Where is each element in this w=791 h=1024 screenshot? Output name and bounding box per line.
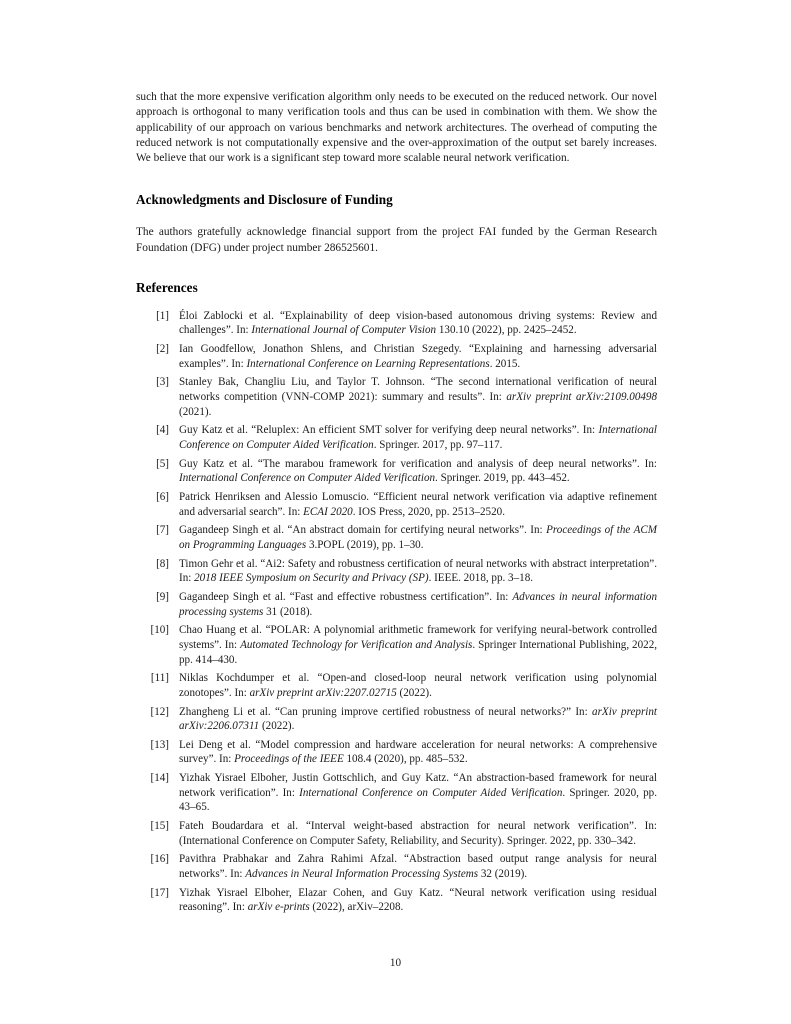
reference-text-run: 32 (2019). [478, 868, 528, 881]
reference-label: [11] [150, 672, 169, 685]
reference-text [179, 457, 657, 486]
reference-text-run: . Springer. 2020, pp. 43–65. [179, 786, 657, 814]
reference-text [179, 819, 657, 848]
continued-body-paragraph: such that the more expensive verification algorithm only needs to be executed on the reduced network. Our novel approach is orthogonal to many verification tools and thus can be used in combination with them. We show the applicability of our approach on various benchmarks and network architectures. The overhead of computing the reduced network is not computationally expensive and the over-approximation of the output set barely increases. We believe that our work is a significant step toward more scalable neural network verification. [136, 91, 657, 164]
reference-title-italic: arXiv preprint arXiv:2207.02715 [249, 686, 397, 699]
page-content [136, 90, 657, 919]
reference-text [179, 523, 657, 552]
reference-text-run: Lei Deng et al. “Model compression and hardware acceleration for neural networks: A comprehensive survey”. In: [179, 738, 657, 766]
reference-label: [9] [156, 590, 169, 603]
reference-text-run: (2021). [179, 405, 212, 418]
reference-text-run: Zhangheng Li et al. “Can pruning improve certified robustness of neural networks?” In: [179, 705, 593, 718]
reference-text [179, 771, 657, 815]
reference-item [136, 523, 657, 552]
reference-title-italic: International Journal of Computer Vision [251, 324, 437, 337]
reference-text-run: (2022). [259, 720, 295, 733]
reference-text-run: (2022). [396, 686, 432, 699]
reference-text [179, 490, 657, 519]
references-list [136, 309, 657, 915]
reference-item [136, 671, 657, 700]
reference-title-italic: International Conference on Learning Representations [246, 357, 490, 370]
reference-item [136, 623, 657, 667]
reference-item [136, 852, 657, 881]
page-number: 10 [389, 957, 402, 969]
reference-text-run: . Springer International Publishing, 2022, pp. 414–430. [179, 638, 658, 666]
reference-label: [15] [150, 820, 169, 833]
reference-text [179, 886, 657, 915]
reference-item [136, 309, 657, 338]
reference-text-run: Patrick Henriksen and Alessio Lomuscio. “Efficient neural network verification via adaptive refinement and adversarial search”. In: [179, 490, 657, 518]
reference-text [179, 309, 657, 338]
reference-label: [6] [156, 490, 169, 503]
reference-title-italic: arXiv preprint arXiv:2109.00498 [506, 391, 658, 404]
reference-title-italic: Advances in Neural Information Processing Systems [245, 868, 479, 881]
reference-text [179, 705, 657, 734]
reference-title-italic: ECAI 2020 [303, 505, 353, 518]
reference-label: [16] [150, 853, 169, 866]
reference-label: [3] [156, 376, 169, 389]
reference-text-run: Gagandeep Singh et al. “An abstract domain for certifying neural networks”. In: [179, 524, 547, 537]
reference-text-run: Timon Gehr et al. “Ai2: Safety and robustness certification of neural networks with abstract interpretation”. In: [179, 557, 657, 585]
reference-label: [4] [156, 424, 169, 437]
reference-item [136, 705, 657, 734]
reference-label: [13] [150, 738, 169, 751]
reference-label: [1] [156, 309, 169, 322]
reference-label: [2] [156, 343, 169, 356]
reference-text [179, 375, 657, 419]
reference-text [179, 590, 657, 619]
reference-text-run: 3.POPL (2019), pp. 1–30. [306, 538, 424, 551]
references-heading: References [136, 279, 198, 295]
reference-text-run: . Springer. 2019, pp. 443–452. [435, 472, 570, 485]
reference-text-run: (2022), arXiv–2208. [309, 901, 404, 914]
reference-text-run: Guy Katz et al. “The marabou framework for verification and analysis of deep neural networks”. In: [179, 457, 657, 470]
reference-title-italic: International Conference on Computer Aided Verification [179, 472, 436, 485]
reference-text-run: Chao Huang et al. “POLAR: A polynomial arithmetic framework for verifying neural-betwork controlled systems”. In: [179, 624, 657, 651]
reference-item [136, 738, 657, 767]
reference-text [179, 671, 657, 700]
reference-text-run: Guy Katz et al. “Reluplex: An efficient SMT solver for verifying deep neural networks”. In: [179, 424, 599, 437]
reference-item [136, 457, 657, 486]
reference-label: [8] [156, 557, 169, 570]
reference-text-run: Yizhak Yisrael Elboher, Justin Gottschlich, and Guy Katz. “An abstraction-based framework for neural network verification”. In: [179, 772, 657, 799]
reference-title-italic: arXiv preprint arXiv:2206.07311 [179, 705, 658, 733]
reference-item [136, 590, 657, 619]
reference-title-italic: Advances in neural information processing systems [179, 590, 658, 618]
acknowledgments-paragraph: The authors gratefully acknowledge financial support from the project FAI funded by the German Research Foundation (DFG) under project number 286525601. [136, 226, 657, 254]
acknowledgments-heading: Acknowledgments and Disclosure of Funding [136, 192, 393, 208]
reference-text [179, 852, 657, 881]
reference-item [136, 490, 657, 519]
reference-text-run: Ian Goodfellow, Jonathon Shlens, and Christian Szegedy. “Explaining and harnessing adversarial examples”. In: [179, 343, 657, 370]
reference-label: [5] [156, 457, 169, 470]
reference-text-run: Stanley Bak, Changliu Liu, and Taylor T. Johnson. “The second international verification of neural networks competition (VNN-COMP 2021): summary and results”. In: [179, 376, 657, 404]
reference-text [179, 342, 657, 371]
reference-text-run: Yizhak Yisrael Elboher, Elazar Cohen, and Guy Katz. “Neural network verification using residual reasoning”. In: [179, 886, 657, 914]
reference-text-run: . Springer. 2017, pp. 97–117. [373, 439, 503, 451]
reference-text-run: . 2015. [489, 357, 521, 370]
reference-text-run: . IOS Press, 2020, pp. 2513–2520. [352, 505, 505, 518]
reference-title-italic: Proceedings of the IEEE [234, 753, 344, 766]
reference-title-italic: Proceedings of the ACM on Programming Languages [179, 524, 658, 551]
reference-text-run: 108.4 (2020), pp. 485–532. [343, 753, 468, 766]
reference-text-run: Niklas Kochdumper et al. “Open-and closed-loop neural network verification using polynomial zonotopes”. In: [179, 672, 657, 699]
reference-text-run: Pavithra Prabhakar and Zahra Rahimi Afzal. “Abstraction based output range analysis for neural networks”. In: [179, 853, 657, 881]
reference-item [136, 375, 657, 419]
reference-text-run: Éloi Zablocki et al. “Explainability of deep vision-based autonomous driving systems: Review and challenges”. In: [179, 309, 657, 337]
reference-title-italic: International Conference on Computer Aided Verification [179, 424, 657, 451]
reference-label: [10] [150, 624, 169, 637]
reference-text [179, 623, 657, 667]
reference-text [179, 557, 657, 586]
reference-text [179, 423, 657, 452]
reference-text [179, 738, 657, 767]
reference-title-italic: 2018 IEEE Symposium on Security and Privacy (SP) [194, 572, 429, 585]
reference-label: [17] [150, 886, 169, 899]
reference-text-run: 31 (2018). [263, 605, 313, 618]
reference-text-run: . IEEE. 2018, pp. 3–18. [428, 572, 534, 585]
reference-item [136, 886, 657, 915]
reference-text-run: 130.10 (2022), pp. 2425–2452. [436, 324, 577, 337]
reference-item [136, 342, 657, 371]
reference-item [136, 771, 657, 815]
reference-item [136, 557, 657, 586]
reference-item [136, 819, 657, 848]
reference-text-run: Fateh Boudardara et al. “Interval weight-based abstraction for neural network verification”. In: (International Conference on Computer Safety, Reliability, and Security). Springer. 2022, pp. 330–342. [179, 820, 657, 847]
reference-label: [12] [150, 705, 169, 718]
reference-title-italic: Automated Technology for Verification and Analysis [240, 638, 473, 651]
reference-text-run: Gagandeep Singh et al. “Fast and effective robustness certification”. In: [179, 590, 513, 603]
reference-title-italic: International Conference on Computer Aided Verification [299, 786, 563, 799]
reference-item [136, 423, 657, 452]
reference-label: [14] [150, 772, 169, 785]
reference-title-italic: arXiv e-prints [247, 901, 310, 914]
reference-label: [7] [156, 524, 169, 537]
